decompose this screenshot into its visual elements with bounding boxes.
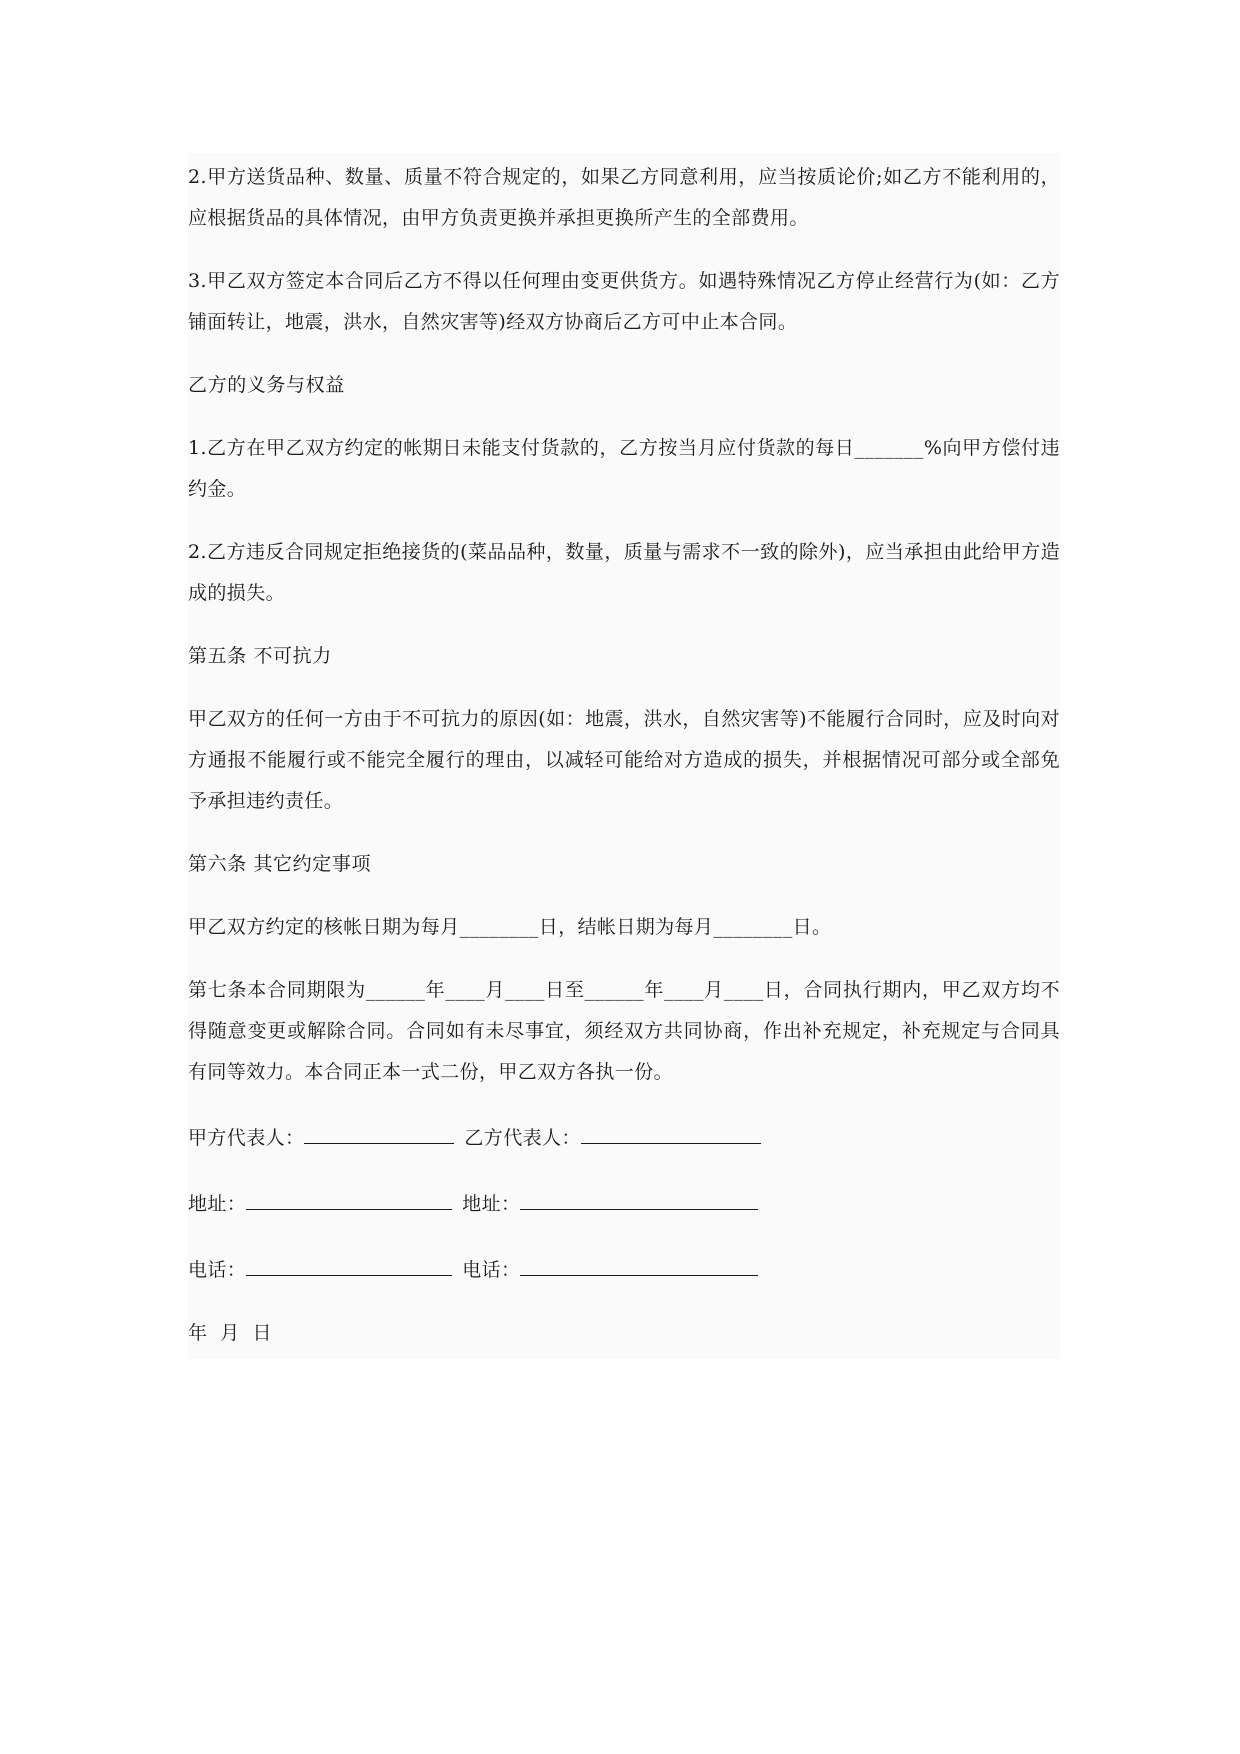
party-b-phone-blank <box>520 1247 758 1276</box>
clause-2-delivery-quality: 2.甲方送货品种、数量、质量不符合规定的，如果乙方同意利用，应当按质论价;如乙方不能利用的，应根据货品的具体情况，由甲方负责更换并承担更换所产生的全部费用。 <box>188 166 1060 229</box>
contract-body <box>188 153 1060 1359</box>
party-a-rep-label: 甲方代表人： <box>188 1127 305 1149</box>
party-a-phone-label: 电话： <box>188 1259 247 1281</box>
party-a-phone-blank <box>246 1247 452 1276</box>
party-b-rep-blank <box>581 1115 761 1144</box>
article-6-heading: 第六条 其它约定事项 <box>188 853 372 875</box>
article-7-term-clause: 第七条本合同期限为______年____月____日至______年____月____日，合同执行期内，甲乙双方均不得随意变更或解除合同。合同如有未尽事宜，须经双方共同协商，作出补充规定，补充规定与合同具有同等效力。本合同正本一式二份，甲乙双方各执一份。 <box>188 979 1060 1083</box>
clause-3-supplier-change: 3.甲乙双方签定本合同后乙方不得以任何理由变更供货方。如遇特殊情况乙方停止经营行为(如：乙方铺面转让，地震，洪水，自然灾害等)经双方协商后乙方可中止本合同。 <box>188 270 1060 333</box>
party-a-rep-blank <box>304 1115 454 1144</box>
signature-row-representatives <box>188 1115 1060 1159</box>
force-majeure-text: 甲乙双方的任何一方由于不可抗力的原因(如：地震，洪水，自然灾害等)不能履行合同时，应及时向对方通报不能履行或不能完全履行的理由，以减轻可能给对方造成的损失，并根据情况可部分或全部免予承担违约责任。 <box>188 708 1060 812</box>
article-5-heading: 第五条 不可抗力 <box>188 645 332 667</box>
clause-1-late-payment: 1.乙方在甲乙双方约定的帐期日未能支付货款的，乙方按当月应付货款的每日_______%向甲方偿付违约金。 <box>188 437 1060 500</box>
signature-date-line: 年 月 日 <box>188 1322 272 1344</box>
party-a-address-label: 地址： <box>188 1193 247 1215</box>
signature-row-address <box>188 1181 1060 1225</box>
section-heading-party-b-obligations: 乙方的义务与权益 <box>188 374 345 396</box>
clause-2-refuse-delivery: 2.乙方违反合同规定拒绝接货的(菜品品种，数量，质量与需求不一致的除外)，应当承担由此给甲方造成的损失。 <box>188 541 1060 604</box>
party-b-rep-label: 乙方代表人： <box>464 1127 581 1149</box>
signature-row-phone <box>188 1247 1060 1291</box>
party-b-address-blank <box>520 1181 758 1210</box>
billing-date-clause: 甲乙双方约定的核帐日期为每月________日，结帐日期为每月________日。 <box>188 916 832 938</box>
party-a-address-blank <box>246 1181 452 1210</box>
party-b-address-label: 地址： <box>462 1193 521 1215</box>
party-b-phone-label: 电话： <box>462 1259 521 1281</box>
